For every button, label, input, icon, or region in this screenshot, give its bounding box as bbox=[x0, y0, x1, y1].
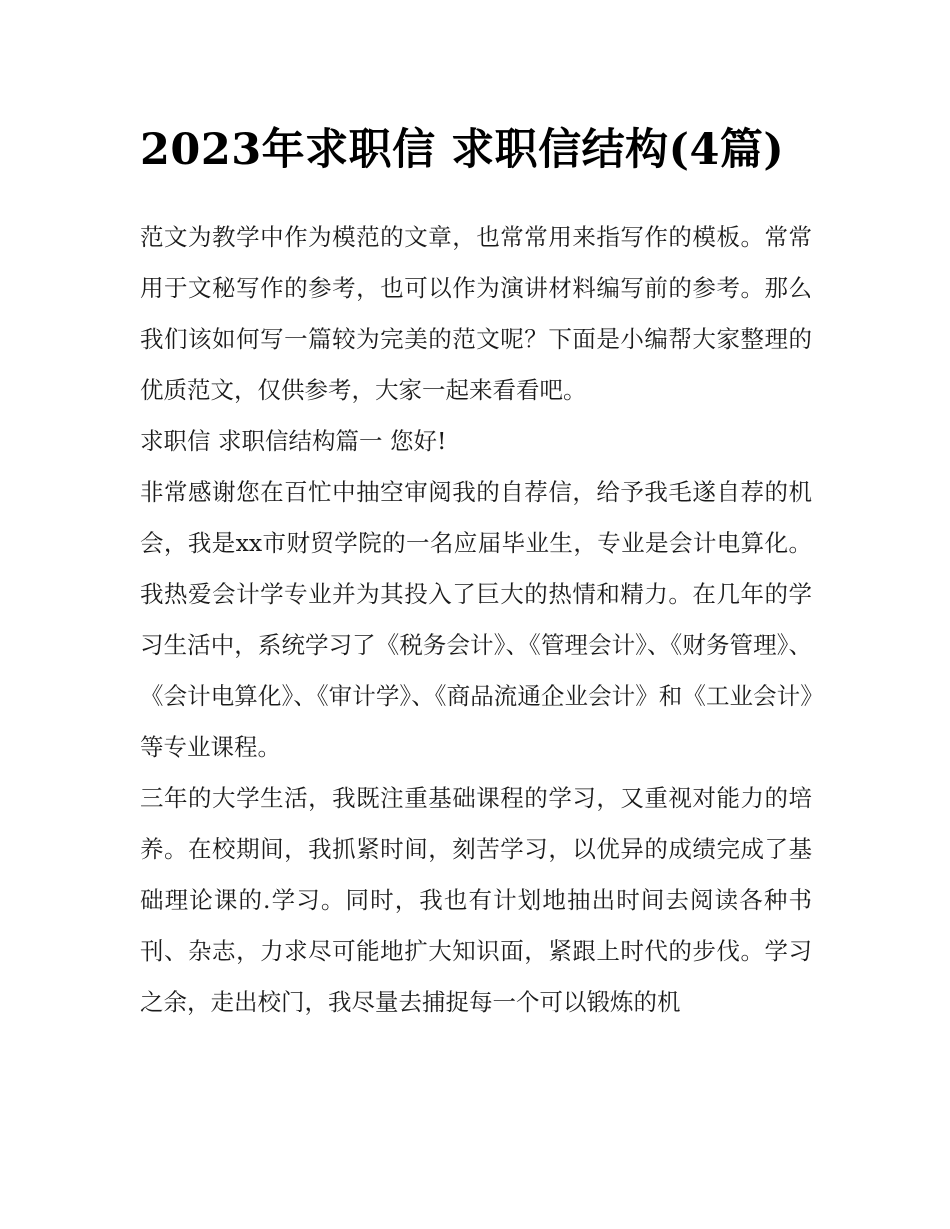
paragraph-thanks: 非常感谢您在百忙中抽空审阅我的自荐信，给予我毛遂自荐的机会，我是xx市财贸学院的一名应届毕业生，专业是会计电算化。我热爱会计学专业并为其投入了巨大的热情和精力。在几年的学习生活中，系统学习了《税务会计》、《管理会计》、《财务管理》、《会计电算化》、《审计学》、《商品流通企业会计》和《工业会计》等专业课程。 bbox=[140, 478, 812, 761]
document-page bbox=[140, 112, 812, 1028]
paragraph-section-heading: 求职信 求职信结构篇一 您好! bbox=[140, 427, 447, 455]
paragraph-intro: 范文为教学中作为模范的文章，也常常用来指写作的模板。常常用于文秘写作的参考，也可以作为演讲材料编写前的参考。那么我们该如何写一篇较为完美的范文呢？下面是小编帮大家整理的优质范文，仅供参考，大家一起来看看吧。 bbox=[140, 223, 812, 404]
document-body bbox=[140, 212, 812, 1028]
paragraph-college-life: 三年的大学生活，我既注重基础课程的学习，又重视对能力的培养。在校期间，我抓紧时间，刻苦学习，以优异的成绩完成了基础理论课的.学习。同时，我也有计划地抽出时间去阅读各种书刊、杂志，力求尽可能地扩大知识面，紧跟上时代的步伐。学习之余，走出校门，我尽量去捕捉每一个可以锻炼的机 bbox=[140, 784, 812, 1016]
document-title: 2023年求职信 求职信结构(4篇) bbox=[140, 125, 785, 175]
